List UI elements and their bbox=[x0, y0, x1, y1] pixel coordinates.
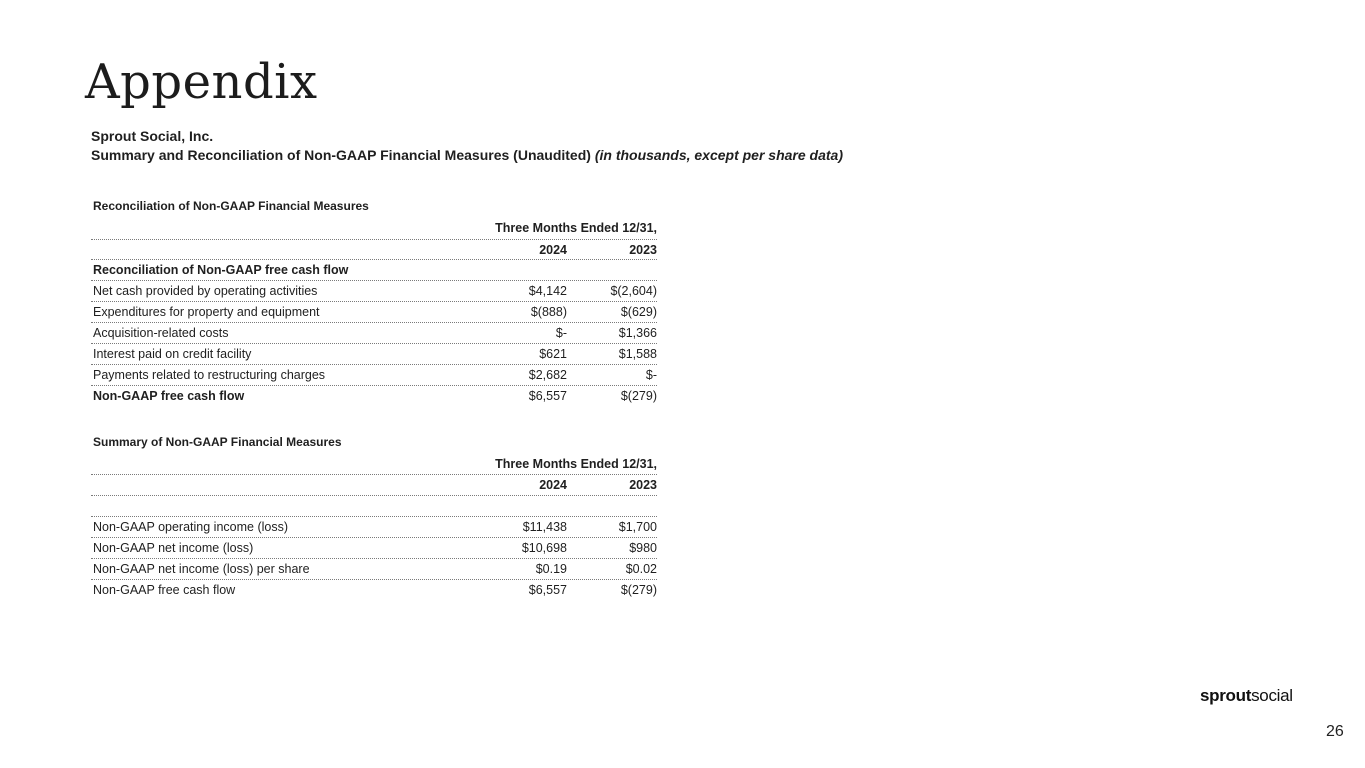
row-label: Non-GAAP net income (loss) bbox=[93, 541, 254, 555]
summary-table bbox=[91, 454, 657, 601]
row-value-2023: $0.02 bbox=[625, 562, 657, 576]
row-value-2024: $6,557 bbox=[528, 583, 567, 597]
page-title: Appendix bbox=[85, 54, 318, 110]
row-label: Acquisition-related costs bbox=[93, 326, 229, 340]
summary-section-title: Summary of Non-GAAP Financial Measures bbox=[93, 435, 342, 449]
row-value-2024: $0.19 bbox=[535, 562, 567, 576]
table-row bbox=[91, 517, 657, 538]
row-label: Non-GAAP net income (loss) per share bbox=[93, 562, 310, 576]
row-label: Non-GAAP free cash flow bbox=[93, 583, 236, 597]
total-row bbox=[91, 386, 657, 407]
row-label: Interest paid on credit facility bbox=[93, 347, 252, 361]
page-number: 26 bbox=[1326, 723, 1344, 740]
subtitle-main: Summary and Reconciliation of Non-GAAP Financial Measures (Unaudited) bbox=[91, 147, 591, 163]
total-value-2023: $(279) bbox=[620, 389, 657, 403]
logo-part-social: social bbox=[1251, 686, 1293, 705]
year-2023-header: 2023 bbox=[629, 243, 657, 257]
period-header: Three Months Ended 12/31, bbox=[495, 457, 657, 471]
group-label-row bbox=[91, 260, 657, 281]
row-value-2024: $621 bbox=[539, 347, 567, 361]
row-label: Expenditures for property and equipment bbox=[93, 305, 320, 319]
row-value-2024: $2,682 bbox=[528, 368, 567, 382]
subtitle-note: (in thousands, except per share data) bbox=[594, 147, 843, 163]
row-value-2024: $11,438 bbox=[522, 520, 567, 534]
sprout-social-logo bbox=[1200, 686, 1293, 706]
spacer-row bbox=[91, 496, 657, 517]
row-value-2023: $1,588 bbox=[618, 347, 657, 361]
row-value-2024: $4,142 bbox=[528, 284, 567, 298]
table-row bbox=[91, 538, 657, 559]
year-2024-header: 2024 bbox=[539, 243, 567, 257]
reconciliation-section-title: Reconciliation of Non-GAAP Financial Measures bbox=[93, 199, 369, 213]
row-value-2023: $(279) bbox=[620, 583, 657, 597]
table-row bbox=[91, 323, 657, 344]
row-label: Payments related to restructuring charges bbox=[93, 368, 326, 382]
row-value-2024: $10,698 bbox=[521, 541, 567, 555]
total-value-2024: $6,557 bbox=[528, 389, 567, 403]
row-value-2024: $- bbox=[555, 326, 567, 340]
year-header-row bbox=[91, 239, 657, 260]
table-row bbox=[91, 559, 657, 580]
table-row bbox=[91, 344, 657, 365]
row-value-2023: $1,366 bbox=[618, 326, 657, 340]
table-row bbox=[91, 302, 657, 323]
reconciliation-table bbox=[91, 218, 657, 407]
company-name: Sprout Social, Inc. bbox=[91, 128, 214, 144]
period-header-row bbox=[91, 218, 657, 239]
table-row bbox=[91, 281, 657, 302]
row-label: Non-GAAP operating income (loss) bbox=[93, 520, 288, 534]
row-label: Net cash provided by operating activities bbox=[93, 284, 318, 298]
period-header-row bbox=[91, 454, 657, 475]
year-2023-header: 2023 bbox=[629, 478, 657, 492]
table-row bbox=[91, 580, 657, 601]
year-2024-header: 2024 bbox=[539, 478, 567, 492]
report-subtitle bbox=[91, 147, 843, 163]
row-value-2023: $(629) bbox=[620, 305, 657, 319]
row-value-2023: $1,700 bbox=[618, 520, 657, 534]
logo-part-sprout: sprout bbox=[1200, 686, 1252, 705]
table-row bbox=[91, 365, 657, 386]
year-header-row bbox=[91, 475, 657, 496]
group-label: Reconciliation of Non-GAAP free cash flow bbox=[93, 263, 349, 277]
period-header: Three Months Ended 12/31, bbox=[495, 221, 657, 235]
row-value-2023: $980 bbox=[629, 541, 657, 555]
row-value-2023: $(2,604) bbox=[610, 284, 657, 298]
row-value-2024: $(888) bbox=[530, 305, 567, 319]
row-value-2023: $- bbox=[645, 368, 657, 382]
total-label: Non-GAAP free cash flow bbox=[93, 389, 245, 403]
